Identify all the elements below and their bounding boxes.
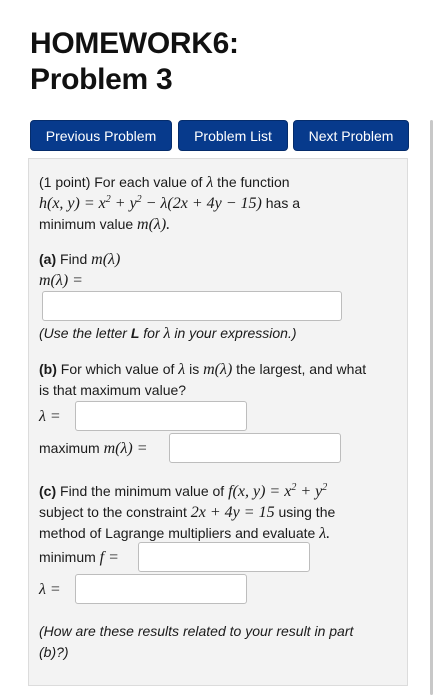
part-c-note-line-1: (How are these results related to your result in part: [39, 623, 354, 639]
problem-body: [28, 158, 408, 686]
problem-intro-line-3: minimum value m(λ).: [39, 216, 171, 233]
part-c-note-line-2: (b)?): [39, 644, 69, 660]
objective-function: f(x, $y) = x^2 + y^2$: [228, 482, 328, 500]
part-a-note: (Use the letter L for λ in your expression.): [39, 325, 297, 342]
page-title-line-1: HOMEWORK6:: [30, 27, 239, 60]
part-a-answer-input[interactable]: [42, 291, 342, 321]
previous-problem-button[interactable]: Previous Problem: [30, 120, 172, 151]
problem-list-button[interactable]: Problem List: [178, 120, 288, 151]
part-c-question-line-1: (c) Find the minimum value of f(x, $y) = x^2 + y^2$: [39, 482, 328, 500]
part-b-lambda-input[interactable]: [75, 401, 247, 431]
page-title-line-2: Problem 3: [30, 63, 173, 96]
problem-function-line: h(x, $y) = x^2 + y^2 - \lambda(2x + 4y - 15)$ has a: [39, 194, 300, 212]
problem-intro-line-1: (1 point) For each value of λ the function: [39, 174, 290, 191]
part-c-question-line-3: method of Lagrange multipliers and evaluate λ.: [39, 525, 331, 542]
part-b-max-label: maximum m(λ) =: [39, 440, 148, 457]
part-a-answer-label: m(λ) =: [39, 272, 83, 289]
part-c-min-label: minimum f =: [39, 549, 119, 566]
part-b-question-line-2: is that maximum value?: [39, 382, 187, 398]
scrollbar[interactable]: [430, 120, 433, 695]
part-b-lambda-label: λ =: [39, 408, 61, 425]
part-c-question-line-2: subject to the constraint 2x + 4y = 15 using the: [39, 504, 336, 521]
part-c-lambda-input[interactable]: [75, 574, 247, 604]
page-title: [30, 26, 239, 98]
part-a-question: (a) Find m(λ): [39, 251, 121, 268]
part-b-question-line-1: (b) For which value of λ is m(λ) the largest, and what: [39, 361, 367, 378]
function-definition: h(x, $y) = x^2 + y^2 - \lambda(2x + 4y - 15)$: [39, 194, 262, 212]
next-problem-button[interactable]: Next Problem: [293, 120, 409, 151]
part-c-min-input[interactable]: [138, 542, 310, 572]
part-b-max-input[interactable]: [169, 433, 341, 463]
part-c-lambda-label: λ =: [39, 581, 61, 598]
